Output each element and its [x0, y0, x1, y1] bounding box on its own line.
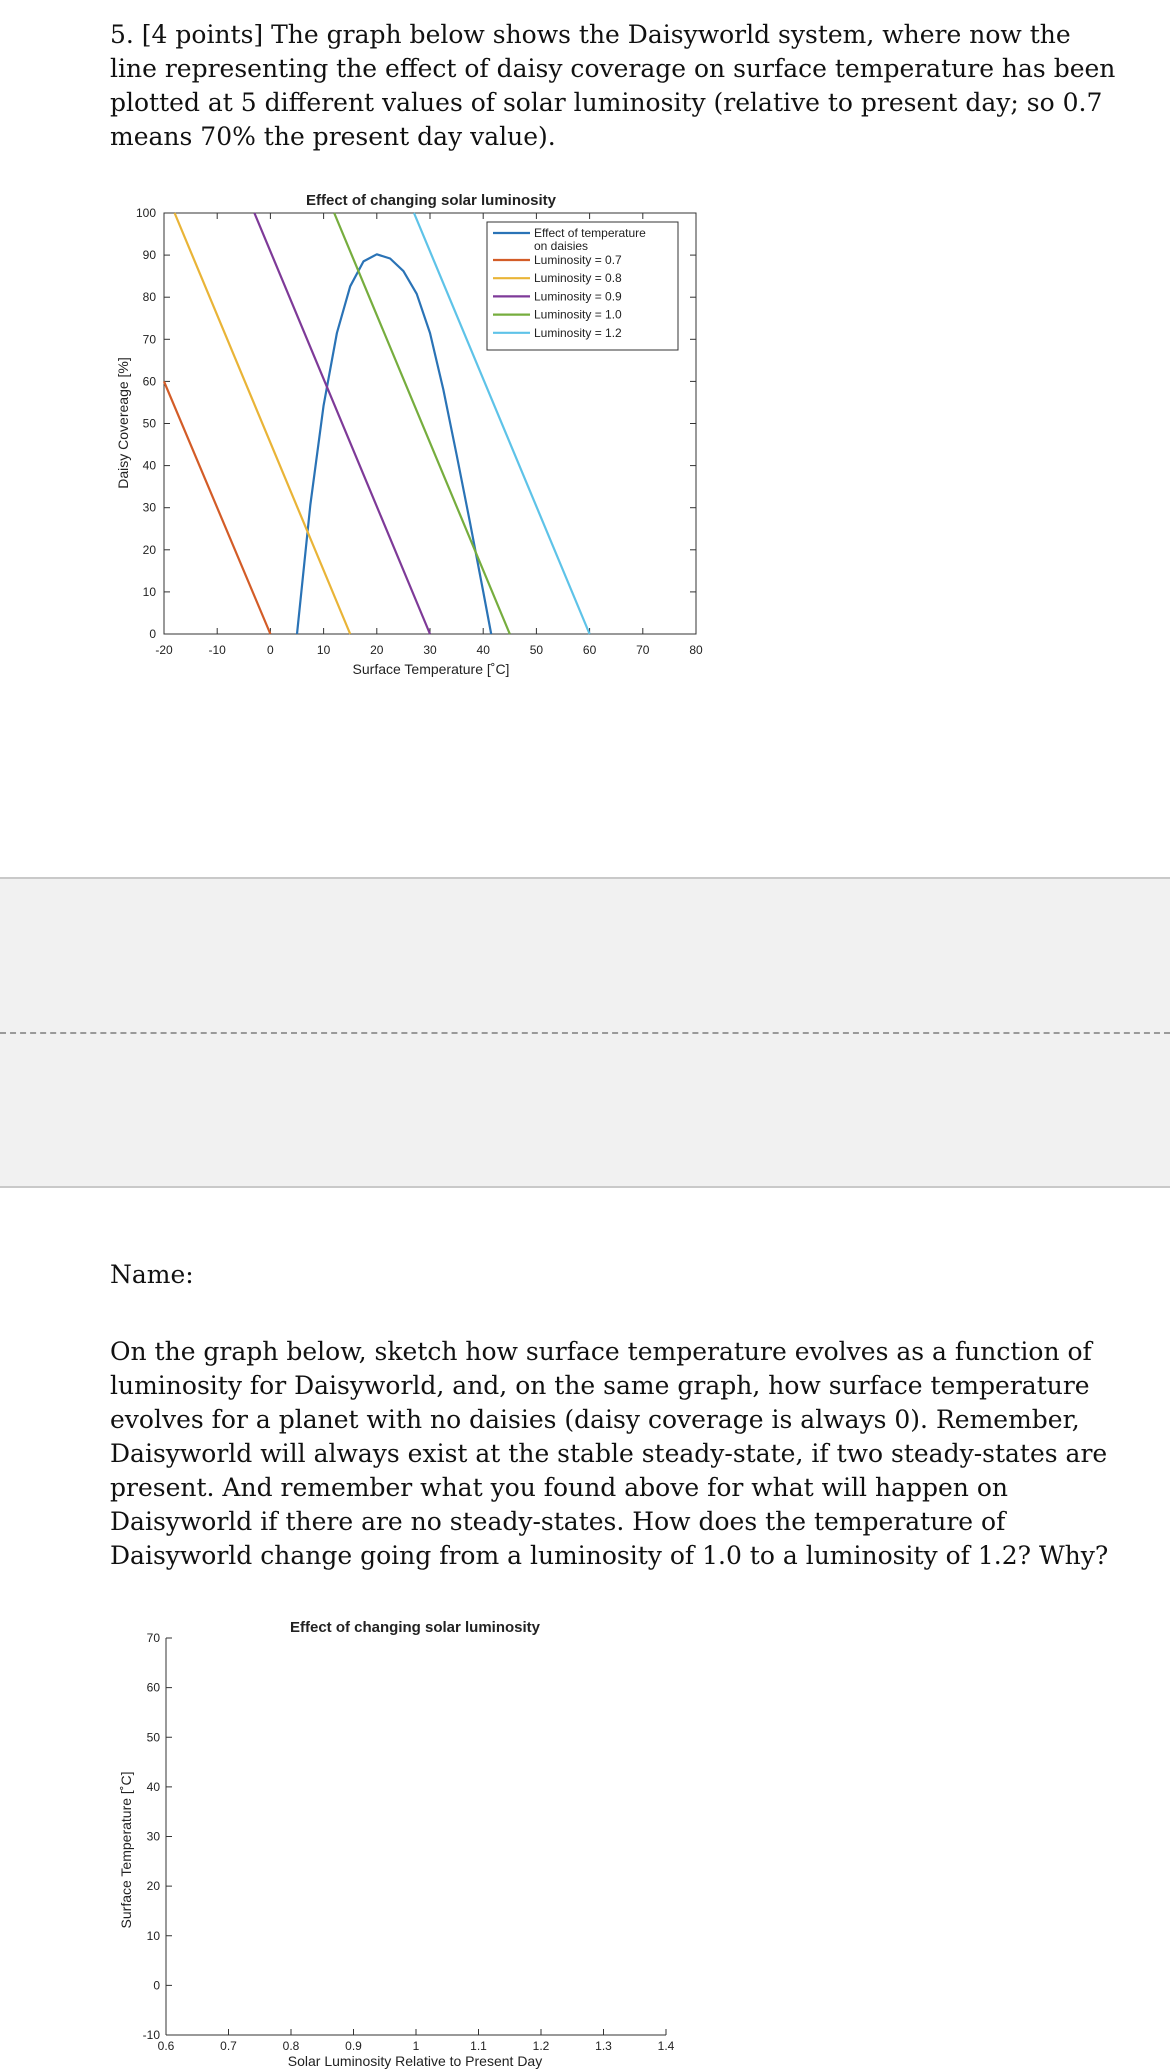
y-tick-label: 50	[146, 1730, 160, 1745]
y-tick-label: 10	[146, 1928, 160, 1943]
y-tick-label: 0	[153, 1978, 160, 1993]
name-label: Name:	[110, 1260, 194, 1289]
x-tick-label: 0.6	[157, 2039, 175, 2053]
y-tick-label: 10	[142, 584, 156, 599]
surface-temperature-chart	[0, 1601, 1170, 2071]
x-tick-label: 0.7	[220, 2039, 237, 2053]
y-tick-label: -10	[142, 2028, 160, 2042]
x-tick-label: -10	[208, 643, 226, 657]
x-tick-label: 1.3	[595, 2039, 612, 2053]
y-tick-label: 60	[146, 1680, 160, 1695]
y-tick-label: 70	[146, 1631, 160, 1645]
question-5-text: 5. [4 points] The graph below shows the Daisyworld system, where now the line representing the effect of daisy coverage on surface temperature has been plotted at 5 different values of solar luminosity (relative to present day; so 0.7 means 70% the present day value).	[110, 20, 1116, 151]
question-6-text: On the graph below, sketch how surface temperature evolves as a function of luminosity for Daisyworld, and, on the same graph, how surface temperature evolves for a planet with no daisies (daisy coverage is always 0). Remember, Daisyworld will always exist at the stable steady-state, if two steady-states are present. And remember what you found above for what will happen on Daisyworld if there are no steady-states. How does the temperature of Daisyworld change going from a luminosity of 1.0 to a luminosity of 1.2? Why?	[110, 1337, 1109, 1570]
legend-label-0: on daisies	[534, 239, 589, 253]
dashed-divider	[0, 1032, 1170, 1034]
y-tick-label: 60	[142, 374, 156, 389]
y-tick-label: 30	[146, 1829, 160, 1844]
x-tick-label: 1.4	[657, 2039, 675, 2053]
chart1-x-axis-label: Surface Temperature [˚C]	[352, 661, 510, 677]
y-tick-label: 30	[142, 500, 156, 515]
chart2-y-axis-label: Surface Temperature [˚C]	[118, 1771, 134, 1929]
y-tick-label: 20	[146, 1879, 160, 1894]
chart1-legend	[487, 222, 678, 350]
y-tick-label: 0	[149, 627, 156, 641]
legend-label-0: Effect of temperature	[534, 226, 646, 240]
x-tick-label: 30	[423, 643, 437, 657]
chart1-y-axis-label: Daisy Covereage [%]	[115, 357, 131, 489]
chart2-x-axis-label: Solar Luminosity Relative to Present Day	[287, 2053, 543, 2069]
y-tick-label: 50	[142, 416, 156, 431]
y-tick-label: 20	[142, 542, 156, 557]
x-tick-label: 10	[316, 643, 331, 657]
x-tick-label: 1.2	[532, 2039, 550, 2053]
legend-label-4: Luminosity = 1.0	[534, 307, 622, 322]
x-tick-label: 70	[636, 643, 650, 657]
x-tick-label: 60	[582, 643, 597, 657]
y-tick-label: 80	[142, 290, 156, 305]
legend-label-1: Luminosity = 0.7	[534, 253, 622, 267]
x-tick-label: 40	[476, 643, 490, 657]
y-tick-label: 90	[142, 248, 156, 263]
x-tick-label: 0	[267, 643, 274, 657]
x-tick-label: 1.1	[470, 2039, 487, 2053]
answer-space-band	[0, 877, 1170, 1188]
y-tick-label: 100	[135, 206, 156, 220]
x-tick-label: -20	[155, 643, 173, 657]
y-tick-label: 40	[142, 458, 156, 473]
legend-label-5: Luminosity = 1.2	[534, 325, 622, 340]
chart1-title: Effect of changing solar luminosity	[305, 192, 557, 209]
x-tick-label: 0.9	[345, 2039, 362, 2053]
x-tick-label: 80	[689, 643, 703, 657]
x-tick-label: 20	[370, 643, 384, 657]
x-tick-label: 1	[412, 2039, 420, 2053]
x-tick-label: 0.8	[282, 2039, 300, 2053]
y-tick-label: 70	[142, 332, 156, 347]
legend-label-3: Luminosity = 0.9	[534, 289, 622, 304]
legend-label-2: Luminosity = 0.8	[534, 271, 622, 286]
x-tick-label: 50	[529, 643, 544, 657]
y-tick-label: 40	[146, 1779, 160, 1794]
chart2-title: Effect of changing solar luminosity	[289, 1619, 541, 1636]
daisy-coverage-chart	[0, 180, 1170, 880]
